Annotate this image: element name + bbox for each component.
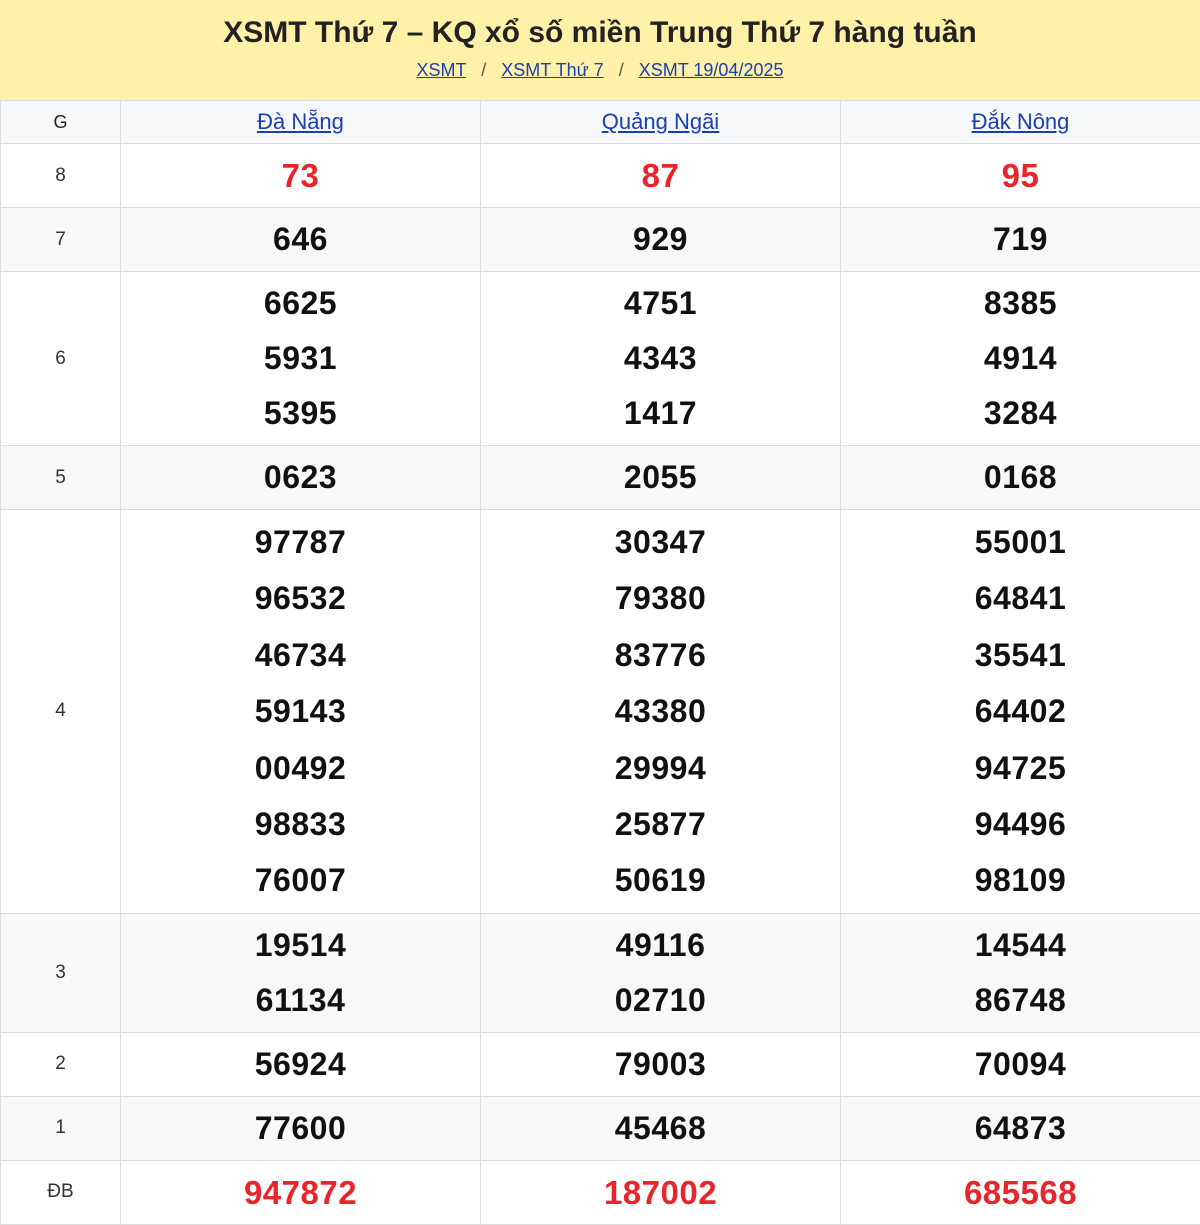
result-number: 02710 <box>481 973 840 1028</box>
result-number: 79003 <box>481 1037 840 1092</box>
table-row <box>1 446 1200 510</box>
result-cell-dak-nong <box>841 446 1200 510</box>
result-number: 719 <box>841 212 1200 267</box>
breadcrumb-link-xsmt-thu-7[interactable]: XSMT Thứ 7 <box>501 60 603 80</box>
result-number-list <box>121 144 480 207</box>
result-number-list <box>841 272 1200 445</box>
result-number: 25877 <box>481 796 840 852</box>
result-number: 96532 <box>121 570 480 626</box>
result-number-list <box>121 510 480 913</box>
result-cell-dak-nong <box>841 208 1200 272</box>
result-cell-da-nang <box>121 1096 481 1160</box>
breadcrumb-separator: / <box>481 60 486 80</box>
result-number-list <box>121 1033 480 1096</box>
province-header-da-nang <box>121 101 481 144</box>
result-cell-quang-ngai <box>481 208 841 272</box>
result-number-list <box>481 446 840 509</box>
result-number-list <box>481 1033 840 1096</box>
result-number: 49116 <box>481 918 840 973</box>
result-cell-dak-nong <box>841 1160 1200 1224</box>
result-number: 64873 <box>841 1101 1200 1156</box>
prize-column-header: G <box>1 101 121 144</box>
result-number: 187002 <box>481 1165 840 1220</box>
result-number-list <box>121 1097 480 1160</box>
province-link-da-nang[interactable]: Đà Nẵng <box>257 109 344 134</box>
result-cell-dak-nong <box>841 913 1200 1032</box>
table-row <box>1 1160 1200 1224</box>
result-number: 98109 <box>841 852 1200 908</box>
result-cell-dak-nong <box>841 1096 1200 1160</box>
table-row <box>1 1032 1200 1096</box>
result-number-list <box>121 446 480 509</box>
result-number-list <box>481 208 840 271</box>
result-cell-dak-nong <box>841 510 1200 914</box>
breadcrumb-link-date[interactable]: XSMT 19/04/2025 <box>639 60 784 80</box>
result-number: 00492 <box>121 740 480 796</box>
result-number-list <box>481 914 840 1032</box>
page-header <box>0 0 1200 100</box>
result-number: 83776 <box>481 627 840 683</box>
result-number-list <box>841 1033 1200 1096</box>
result-number-list <box>481 510 840 913</box>
breadcrumb <box>0 58 1200 82</box>
result-number: 87 <box>481 148 840 203</box>
province-header-dak-nong <box>841 101 1200 144</box>
result-cell-da-nang <box>121 272 481 446</box>
table-header-row <box>1 101 1200 144</box>
result-number: 947872 <box>121 1165 480 1220</box>
prize-label: 7 <box>1 208 121 272</box>
result-number: 0168 <box>841 450 1200 505</box>
prize-table-body <box>1 144 1200 1225</box>
table-row <box>1 144 1200 208</box>
page-title: XSMT Thứ 7 – KQ xổ số miền Trung Thứ 7 hàng tuần <box>0 14 1200 52</box>
result-number: 1417 <box>481 386 840 441</box>
result-number-list <box>121 1161 480 1224</box>
prize-label: 2 <box>1 1032 121 1096</box>
result-number-list <box>841 446 1200 509</box>
result-number: 4914 <box>841 331 1200 386</box>
prize-label: 1 <box>1 1096 121 1160</box>
result-number: 35541 <box>841 627 1200 683</box>
result-number: 5395 <box>121 386 480 441</box>
result-number: 97787 <box>121 514 480 570</box>
result-cell-quang-ngai <box>481 1032 841 1096</box>
result-cell-quang-ngai <box>481 446 841 510</box>
result-number: 55001 <box>841 514 1200 570</box>
result-number: 79380 <box>481 570 840 626</box>
result-number: 70094 <box>841 1037 1200 1092</box>
province-header-quang-ngai <box>481 101 841 144</box>
result-cell-dak-nong <box>841 272 1200 446</box>
result-number-list <box>121 272 480 445</box>
result-number: 94725 <box>841 740 1200 796</box>
result-number-list <box>481 1097 840 1160</box>
result-number: 685568 <box>841 1165 1200 1220</box>
result-number: 76007 <box>121 852 480 908</box>
result-number: 29994 <box>481 740 840 796</box>
result-number: 929 <box>481 212 840 267</box>
result-number-list <box>841 1097 1200 1160</box>
result-number: 64402 <box>841 683 1200 739</box>
result-number-list <box>841 144 1200 207</box>
prize-label: 4 <box>1 510 121 914</box>
province-link-quang-ngai[interactable]: Quảng Ngãi <box>602 109 719 134</box>
result-number: 14544 <box>841 918 1200 973</box>
result-cell-dak-nong <box>841 1032 1200 1096</box>
result-number: 19514 <box>121 918 480 973</box>
result-cell-da-nang <box>121 1160 481 1224</box>
result-number: 95 <box>841 148 1200 203</box>
prize-label: 5 <box>1 446 121 510</box>
result-number: 86748 <box>841 973 1200 1028</box>
result-number-list <box>841 914 1200 1032</box>
result-number: 94496 <box>841 796 1200 852</box>
result-cell-da-nang <box>121 446 481 510</box>
result-cell-da-nang <box>121 510 481 914</box>
table-row <box>1 208 1200 272</box>
result-number: 77600 <box>121 1101 480 1156</box>
result-number-list <box>841 1161 1200 1224</box>
result-cell-da-nang <box>121 1032 481 1096</box>
result-number-list <box>481 272 840 445</box>
result-number: 59143 <box>121 683 480 739</box>
result-cell-dak-nong <box>841 144 1200 208</box>
result-number: 46734 <box>121 627 480 683</box>
table-row <box>1 272 1200 446</box>
result-number: 73 <box>121 148 480 203</box>
breadcrumb-link-xsmt[interactable]: XSMT <box>417 60 467 80</box>
result-number: 43380 <box>481 683 840 739</box>
result-number: 0623 <box>121 450 480 505</box>
prize-label: 8 <box>1 144 121 208</box>
result-number: 4343 <box>481 331 840 386</box>
result-cell-quang-ngai <box>481 913 841 1032</box>
result-number-list <box>121 208 480 271</box>
result-number: 646 <box>121 212 480 267</box>
result-cell-quang-ngai <box>481 144 841 208</box>
province-link-dak-nong[interactable]: Đắk Nông <box>972 109 1070 134</box>
result-number: 5931 <box>121 331 480 386</box>
table-row <box>1 913 1200 1032</box>
result-number: 6625 <box>121 276 480 331</box>
table-row <box>1 510 1200 914</box>
result-number-list <box>841 208 1200 271</box>
result-cell-quang-ngai <box>481 1096 841 1160</box>
prize-label: 6 <box>1 272 121 446</box>
result-cell-da-nang <box>121 144 481 208</box>
result-number: 4751 <box>481 276 840 331</box>
result-number-list <box>481 144 840 207</box>
table-row <box>1 1096 1200 1160</box>
result-number: 30347 <box>481 514 840 570</box>
results-table <box>0 100 1200 1225</box>
result-number-list <box>481 1161 840 1224</box>
breadcrumb-separator: / <box>619 60 624 80</box>
result-cell-da-nang <box>121 913 481 1032</box>
prize-label: ĐB <box>1 1160 121 1224</box>
result-cell-quang-ngai <box>481 272 841 446</box>
result-number: 64841 <box>841 570 1200 626</box>
result-number: 50619 <box>481 852 840 908</box>
result-number: 45468 <box>481 1101 840 1156</box>
result-number: 3284 <box>841 386 1200 441</box>
result-cell-quang-ngai <box>481 1160 841 1224</box>
result-cell-quang-ngai <box>481 510 841 914</box>
result-number: 61134 <box>121 973 480 1028</box>
result-number-list <box>841 510 1200 913</box>
result-number-list <box>121 914 480 1032</box>
result-number: 98833 <box>121 796 480 852</box>
result-number: 2055 <box>481 450 840 505</box>
result-number: 56924 <box>121 1037 480 1092</box>
result-cell-da-nang <box>121 208 481 272</box>
prize-label: 3 <box>1 913 121 1032</box>
result-number: 8385 <box>841 276 1200 331</box>
